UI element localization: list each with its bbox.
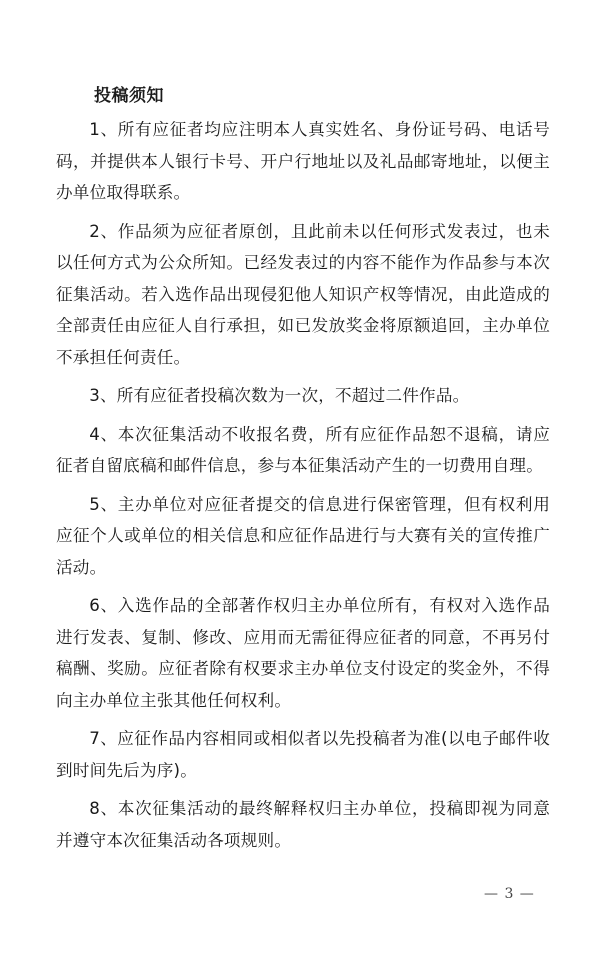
rule-paragraph-1: 1、所有应征者均应注明本人真实姓名、身份证号码、电话号码，并提供本人银行卡号、开户行地址以及礼品邮寄地址，以便主办单位取得联系。: [56, 120, 550, 202]
rule-paragraph-3: 3、所有应征者投稿次数为一次，不超过二件作品。: [89, 386, 470, 405]
rule-paragraph-4: 4、本次征集活动不收报名费，所有应征作品恕不退稿，请应征者自留底稿和邮件信息，参与本征集活动产生的一切费用自理。: [56, 424, 550, 475]
page-number: — 3 —: [484, 886, 535, 902]
rule-paragraph-6: 6、入选作品的全部著作权归主办单位所有，有权对入选作品进行发表、复制、修改、应用而无需征得应征者的同意，不再另付稿酬、奖励。应征者除有权要求主办单位支付设定的奖金外，不得向主办单位主张其他任何权利。: [56, 596, 550, 710]
rule-paragraph-8: 8、本次征集活动的最终解释权归主办单位，投稿即视为同意并遵守本次征集活动各项规则。: [56, 799, 550, 850]
rule-paragraph-7: 7、应征作品内容相同或相似者以先投稿者为准(以电子邮件收到时间先后为序)。: [56, 729, 550, 780]
rules-body: [56, 114, 550, 863]
section-heading: 投稿须知: [94, 86, 164, 106]
rule-paragraph-2: 2、作品须为应征者原创，且此前未以任何形式发表过，也未以任何方式为公众所知。已经发表过的内容不能作为作品参与本次征集活动。若入选作品出现侵犯他人知识产权等情况，由此造成的全部责任由应征人自行承担，如已发放奖金将原额追回，主办单位不承担任何责任。: [56, 221, 550, 367]
rule-paragraph-5: 5、主办单位对应征者提交的信息进行保密管理，但有权利用应征个人或单位的相关信息和应征作品进行与大赛有关的宣传推广活动。: [56, 494, 550, 577]
